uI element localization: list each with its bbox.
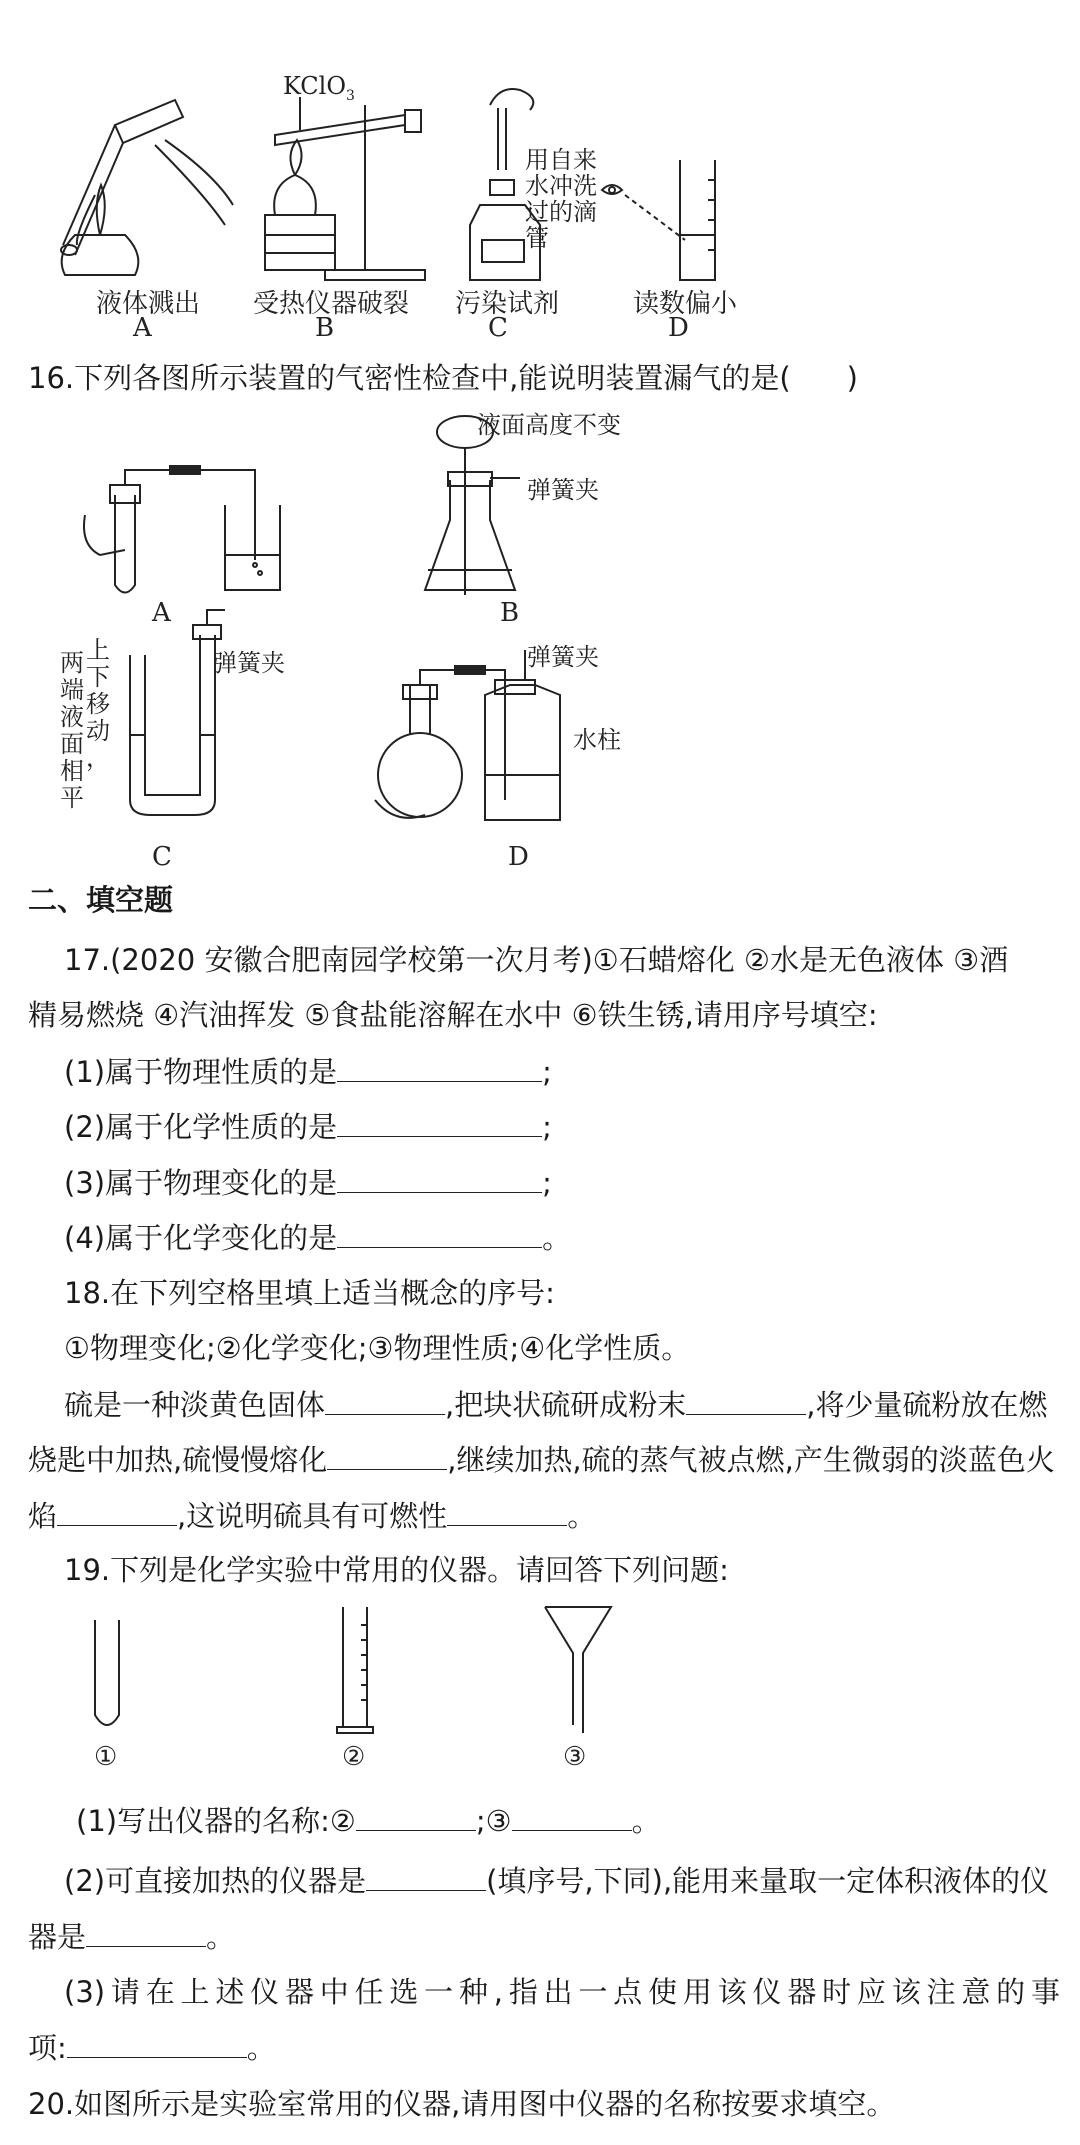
label-clamp-d: 弹簧夹 [527,643,599,671]
answer-blank[interactable] [337,1051,542,1082]
label-c-char: 下 [86,663,110,691]
graduated-cylinder-icon [335,1605,375,1735]
test-tube-icon [92,1620,122,1732]
answer-blank[interactable] [337,1106,542,1137]
answer-blank[interactable] [67,2027,247,2058]
answer-blank[interactable] [327,1439,447,1470]
q18-para-line: 焰 ,这说明硫具有可燃性 。 [28,1495,1060,1536]
q17-line1: 17.(2020 安徽合肥南园学校第一次月考)①石蜡熔化 ②水是无色液体 ③酒 [64,943,1009,977]
caption-b: 受热仪器破裂 [253,289,410,319]
label-c-char: 移 [86,690,110,718]
q17-item: (1)属于物理性质的是 ; [64,1051,1060,1092]
dropper-note-line: 水冲洗 [525,172,597,200]
label-c-char: ， [86,744,110,772]
q18-para-line: 硫是一种淡黄色固体 ,把块状硫研成粉末 ,将少量硫粉放在燃 [64,1384,1060,1425]
label-water-column: 水柱 [573,726,621,754]
label-c-char: 平 [60,784,84,812]
q19-sub3-cont: 项: 。 [28,2027,1060,2068]
q18-line1: 18.在下列空格里填上适当概念的序号: [64,1276,555,1310]
label-c-left-col [60,650,86,812]
label-c-char: 液 [60,703,84,731]
answer-blank[interactable] [86,1916,206,1947]
answer-blank[interactable] [337,1162,542,1193]
q17-item: (3)属于物理变化的是 ; [64,1162,1060,1203]
caption-a: 液体溅出 [96,289,201,319]
funnel-icon [543,1605,613,1735]
answer-blank[interactable] [686,1384,806,1415]
label-c-char: 两 [60,649,84,677]
answer-blank[interactable] [57,1495,177,1526]
label-clamp-c: 弹簧夹 [213,649,285,677]
cylinder-reading-diagram [600,150,740,290]
answer-blank[interactable] [325,1384,445,1415]
q18-para-line: 烧匙中加热,硫慢慢熔化 ,继续加热,硫的蒸气被点燃,产生微弱的淡蓝色火 [28,1439,1060,1480]
q16-letter-a: A [152,598,171,628]
caption-c: 污染试剂 [455,289,560,319]
label-clamp-b: 弹簧夹 [527,476,599,504]
answer-blank[interactable] [337,1217,542,1248]
q17-line2: 精易燃烧 ④汽油挥发 ⑤食盐能溶解在水中 ⑥铁生锈,请用序号填空: [28,998,878,1032]
heating-test-tube-diagram [55,85,235,285]
answer-blank[interactable] [447,1495,567,1526]
q16-stem: 16.下列各图所示装置的气密性检查中,能说明装置漏气的是( ) [28,361,858,395]
instrument-number-1: ① [94,1742,118,1772]
q19-sub1: (1)写出仪器的名称:② ;③ 。 [76,1800,1060,1841]
dropper-note-line: 管 [525,224,549,252]
label-c-char: 上 [86,636,110,664]
label-c-char: 端 [60,676,84,704]
letter-c: C [488,313,508,343]
instrument-number-3: ③ [563,1742,587,1772]
q17-item: (2)属于化学性质的是 ; [64,1106,1060,1147]
answer-blank[interactable] [366,1860,486,1891]
heating-kclo3-diagram [255,85,435,285]
q20-line1: 20.如图所示是实验室常用的仪器,请用图中仪器的名称按要求填空。 [28,2087,896,2121]
answer-blank[interactable] [356,1800,476,1831]
q19-sub2-cont: 器是 。 [28,1916,1060,1957]
q19-line1: 19.下列是化学实验中常用的仪器。请回答下列问题: [64,1553,729,1587]
q16-letter-d: D [508,842,529,872]
label-liquid-level: 液面高度不变 [477,411,621,439]
q16-letter-c: C [152,842,172,872]
q16-letter-b: B [500,598,520,628]
caption-d: 读数偏小 [633,289,738,319]
dropper-note-line: 过的滴 [525,198,597,226]
label-c-char: 面 [60,730,84,758]
instrument-number-2: ② [342,1742,366,1772]
label-c-char: 动 [86,717,110,745]
q18-line2: ①物理变化;②化学变化;③物理性质;④化学性质。 [64,1331,691,1365]
q19-sub3: (3)请在上述仪器中任选一种,指出一点使用该仪器时应该注意的事 [64,1975,1060,2009]
q17-item: (4)属于化学变化的是 。 [64,1217,1060,1258]
label-c-right-col [86,637,112,772]
letter-b: B [315,313,335,343]
answer-blank[interactable] [512,1800,632,1831]
letter-a: A [133,313,152,343]
q19-sub2: (2)可直接加热的仪器是 (填序号,下同),能用来量取一定体积液体的仪 [64,1860,1060,1901]
label-c-char: 相 [60,757,84,785]
apparatus-d-diagram [375,650,570,825]
apparatus-a-diagram [85,465,275,600]
dropper-note-line: 用自来 [525,146,597,174]
apparatus-b-diagram [420,410,520,610]
letter-d: D [668,313,689,343]
kclo3-label: KClO$_3$ [283,72,355,104]
section-heading: 二、填空题 [28,883,174,917]
